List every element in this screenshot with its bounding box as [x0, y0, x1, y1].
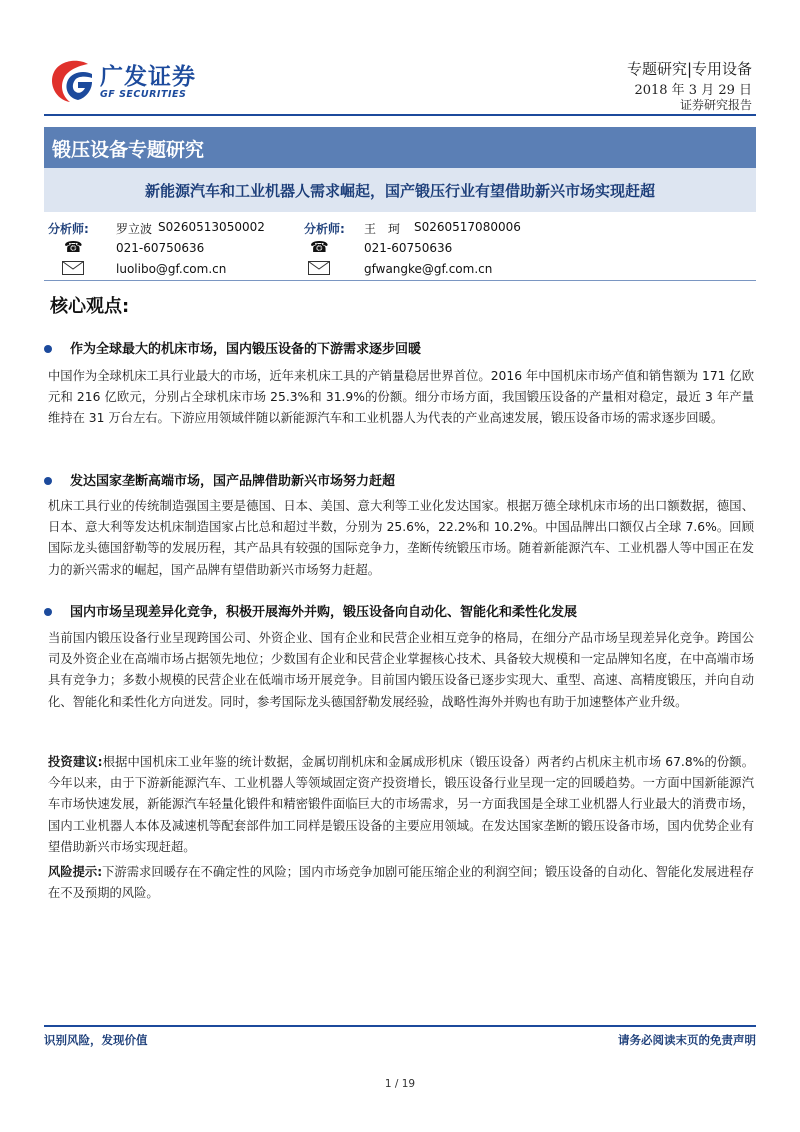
bullet-dot-icon	[44, 345, 52, 353]
report-kind: 证券研究报告	[679, 98, 752, 112]
analyst-1-cert: S0260513050002	[158, 220, 265, 234]
bullet-dot-icon	[44, 477, 52, 485]
section-3-bullet	[44, 601, 577, 620]
gf-logo-mark-icon	[48, 58, 94, 104]
section-2-text: 机床工具行业的传统制造强国主要是德国、日本、美国、意大利等工业化发达国家。根据万德全球机床市场的出口额数据，德国、日本、意大利等发达机床制造国家占比总和超过半数，分别为 25.6%，22.2%和 10.2%。中国品牌出口额仅占全球 7.6%。回顾国际龙头德国舒勒等的发展历程，其产品具有较强的国际竞争力，垄断传统锻压市场。随着新能源汽车、工业机器人等中国正在发力的新兴需求的崛起，国产品牌有望借助新兴市场努力赶超。	[48, 499, 754, 577]
footer-slogan: 识别风险，发现价值	[44, 1033, 148, 1047]
core-heading: 核心观点:	[50, 296, 130, 317]
analyst-1-name: 罗立波	[116, 222, 153, 236]
section-3-heading: 国内市场呈现差异化竞争，积极开展海外并购，锻压设备向自动化、智能化和柔性化发展	[70, 605, 578, 620]
analyst-2-label: 分析师:	[304, 222, 345, 236]
analyst-1-label: 分析师:	[48, 222, 89, 236]
report-type: 专题研究|专用设备	[626, 60, 752, 78]
analyst-2-cert: S0260517080006	[414, 220, 521, 234]
invest-advice	[48, 752, 754, 858]
footer-disclaimer[interactable]: 请务必阅读末页的免责声明	[618, 1033, 756, 1047]
footer-divider	[44, 1025, 756, 1027]
bullet-dot-icon	[44, 608, 52, 616]
title-band	[44, 127, 756, 168]
analyst-1-phone: 021-60750636	[116, 241, 205, 255]
phone-icon: ☎	[310, 238, 329, 256]
phone-icon: ☎	[64, 238, 83, 256]
analyst-2-phone: 021-60750636	[364, 241, 453, 255]
email-icon	[308, 261, 330, 275]
brand-name-en: GF SECURITIES	[100, 89, 187, 100]
section-1-heading: 作为全球最大的机床市场，国内锻压设备的下游需求逐步回暖	[70, 342, 422, 357]
risk-label: 风险提示:	[48, 865, 103, 879]
invest-text: 根据中国机床工业年鉴的统计数据，金属切削机床和金属成形机床（锻压设备）两者约占机床主机市场 67.8%的份额。今年以来，由于下游新能源汽车、工业机器人等领域固定资产投资增长，锻压设备行业呈现一定的回暖趋势。一方面中国新能源汽车市场快速发展，新能源汽车轻量化锻件和精密锻件面临巨大的市场需求，另一方面我国是全球工业机器人行业最大的消费市场，国内工业机器人本体及减速机等配套部件加工同样是锻压设备的主要应用领域。在发达国家垄断的锻压设备市场，国内优势企业有望借助新兴市场实现赶超。	[48, 755, 754, 854]
analyst-divider	[44, 280, 756, 281]
analyst-2-name: 王 珂	[364, 222, 401, 236]
report-date: 2018 年 3 月 29 日	[634, 83, 752, 98]
header-divider	[44, 114, 756, 116]
invest-label: 投资建议:	[48, 755, 103, 769]
analyst-2-email[interactable]: gfwangke@gf.com.cn	[364, 262, 493, 276]
brand-name-cn: 广发证券	[100, 64, 196, 90]
risk-text: 下游需求回暖存在不确定性的风险；国内市场竞争加剧可能压缩企业的利润空间；锻压设备的自动化、智能化发展进程存在不及预期的风险。	[48, 865, 754, 901]
page-number: 1 / 19	[384, 1078, 416, 1090]
section-3-text: 当前国内锻压设备行业呈现跨国公司、外资企业、国有企业和民营企业相互竞争的格局，在细分产品市场呈现差异化竞争。跨国公司及外资企业在高端市场占据领先地位；少数国有企业和民营企业掌握核心技术、具备较大规模和一定品牌知名度，在中高端市场具有竞争力；多数小规模的民营企业在低端市场开展竞争。目前国内锻压设备已逐步实现大、重型、高速、高精度锻压，并向自动化、智能化和柔性化方向迸发。同时，参考国际龙头德国舒勒发展经验，战略性海外并购也有助于加速整体产业升级。	[48, 631, 754, 709]
report-title: 锻压设备专题研究	[52, 139, 205, 161]
email-icon	[62, 261, 84, 275]
subtitle-band	[44, 168, 756, 212]
analyst-1-email[interactable]: luolibo@gf.com.cn	[116, 262, 227, 276]
section-2-heading: 发达国家垄断高端市场，国产品牌借助新兴市场努力赶超	[70, 474, 396, 489]
risk-warning	[48, 862, 754, 904]
report-subtitle: 新能源汽车和工业机器人需求崛起，国产锻压行业有望借助新兴市场实现赶超	[144, 182, 655, 200]
section-1-bullet	[44, 338, 421, 357]
section-2-bullet	[44, 470, 395, 489]
section-1-text: 中国作为全球机床工具行业最大的市场，近年来机床工具的产销量稳居世界首位。2016 年中国机床市场产值和销售额为 171 亿欧元和 216 亿欧元，分别占全球机床市场 25.3%和 31.9%的份额。细分市场方面，我国锻压设备的产量相对稳定，最近 3 年产量维持在 31 万台左右。下游应用领域伴随以新能源汽车和工业机器人为代表的产业高速发展，锻压设备市场的需求逐步回暖。	[48, 369, 754, 426]
gf-logo	[48, 56, 218, 106]
